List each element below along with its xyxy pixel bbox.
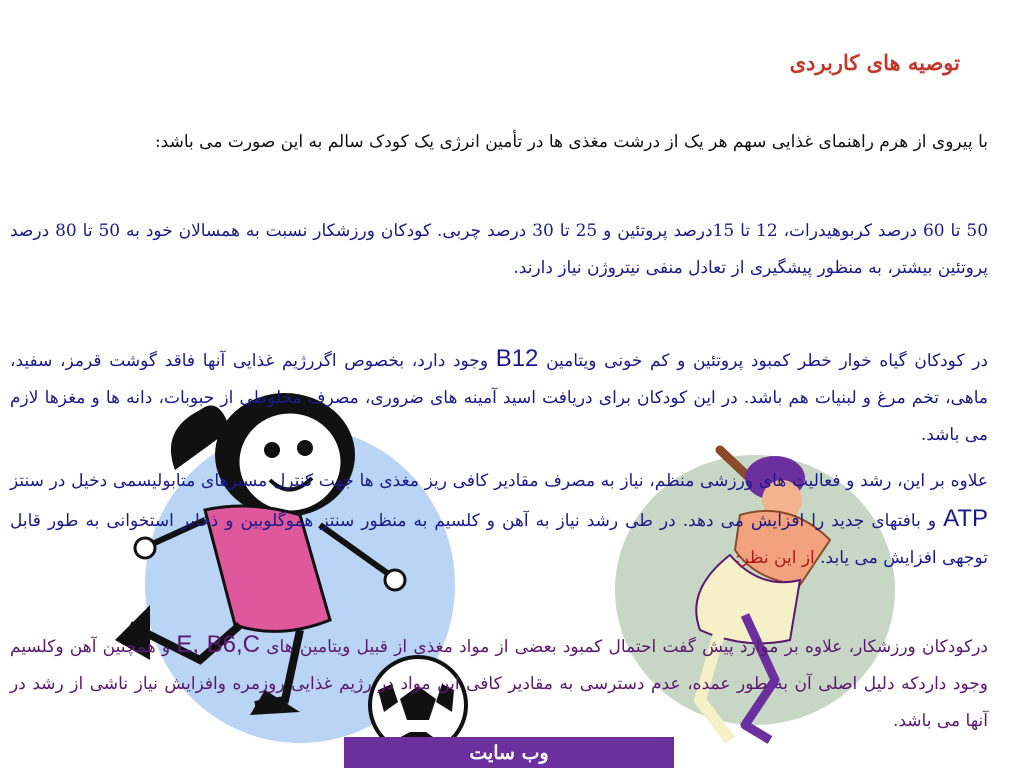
paragraph-athletes xyxy=(10,626,988,740)
slide-title: توصیه های کاربردی xyxy=(789,50,960,75)
paragraph-micronutrients xyxy=(10,463,988,577)
paragraph-vegetarian xyxy=(10,340,988,454)
atp-label: ATP xyxy=(943,505,988,532)
vitamins-label: E, B6,C xyxy=(176,631,260,658)
paragraph-micronutrients-text-1: علاوه بر این، رشد و فعالیت های ورزشی منظم، نیاز به مصرف مقادیر کافی ریز مغذی ها جهت کنترل مسیرهای متابولیسمی دخیل در سنتز xyxy=(10,471,988,491)
website-button[interactable]: وب سایت xyxy=(344,737,674,768)
vitamin-b12-label: B12 xyxy=(495,345,539,372)
paragraph-intro: با پیروی از هرم راهنمای غذایی سهم هر یک از درشت مغذی ها در تأمین انرژی یک کودک سالم به این صورت می باشد: xyxy=(154,132,988,152)
paragraph-athletes-text-2: و همچنین آهن وکلسیم وجود داردکه دلیل اصلی آن به طور عمده، عدم دسترسی به مقادیر کافی این مواد در رژیم غذایی روزمره وافزایش نیاز ناشی از رشد در آنها می باشد. xyxy=(10,637,988,731)
from-this-view-link[interactable]: از این نظر: xyxy=(734,548,821,568)
paragraph-micronutrients-text-2: و بافتهای جدید را افزایش می دهد. در طی رشد نیاز به آهن و کلسیم به منظور سنتز هموگلوبین و ذخایر استخوانی به طور قابل توجهی افزایش می یابد. xyxy=(10,511,988,568)
paragraph-athletes-text-1: درکودکان ورزشکار، علاوه بر موارد پیش گفت احتمال کمبود بعضی از مواد مغذی از قبیل ویتامین های xyxy=(259,637,988,657)
paragraph-macronutrients: 50 تا 60 درصد کربوهیدرات، 12 تا 15درصد پروتئین و 25 تا 30 درصد چربی. کودکان ورزشکار نسبت به همسالان خود به 50 تا 80 درصد پروتئین بیشتر، به منظور پیشگیری از تعادل منفی نیتروژن نیاز دارند. xyxy=(10,221,989,278)
paragraph-vegetarian-text-2: وجود دارد، بخصوص اگررژیم غذایی آنها فاقد گوشت قرمز، سفید، ماهی، تخم مرغ و لبنیات هم باشد. در این کودکان برای دریافت اسید آمینه های ضروری، مصرف مخلوطی از حبوبات، دانه ها و مغزها لازم می باشد. xyxy=(10,351,988,445)
paragraph-vegetarian-text-1: در کودکان گیاه خوار خطر کمبود پروتئین و کم خونی ویتامین xyxy=(538,351,988,371)
